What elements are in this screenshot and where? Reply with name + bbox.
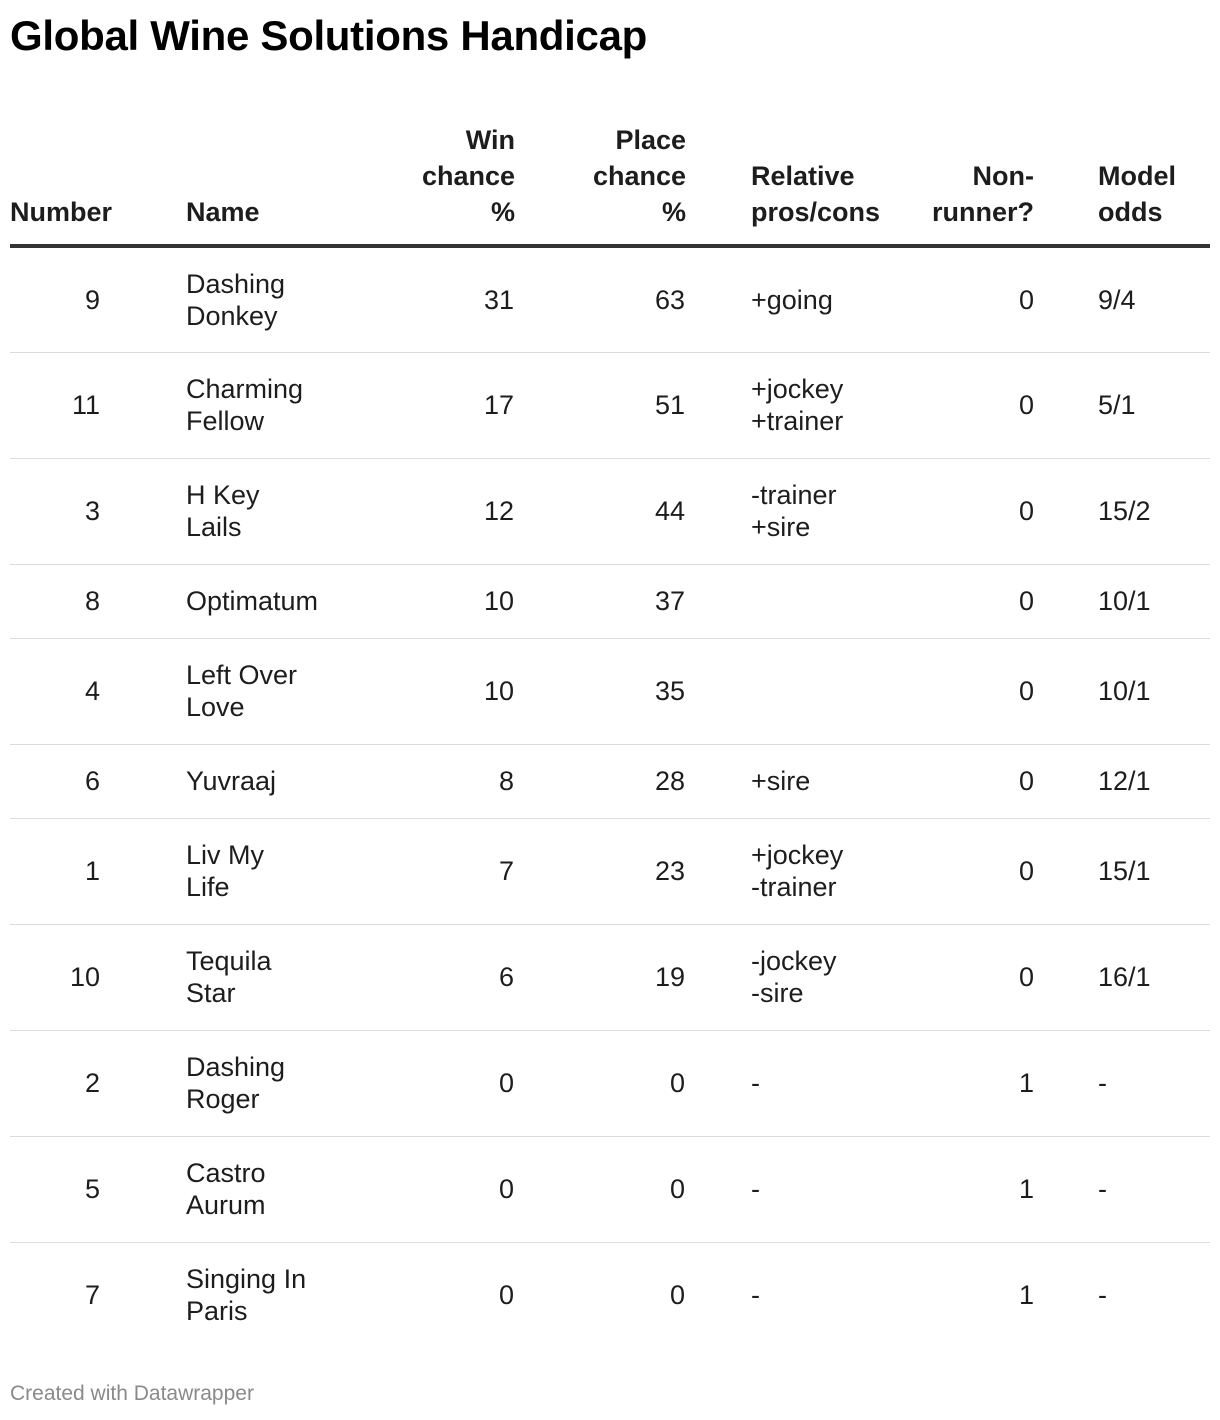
cell-model-odds: - (1058, 1136, 1210, 1242)
cell-non-runner: 1 (872, 1030, 1058, 1136)
cell-model-odds: 10/1 (1058, 564, 1210, 638)
cell-non-runner: 0 (872, 564, 1058, 638)
cell-win-chance: 0 (315, 1136, 515, 1242)
cell-model-odds: 15/2 (1058, 458, 1210, 564)
column-header-model-odds[interactable]: Model odds (1058, 112, 1210, 246)
cell-number: 9 (10, 246, 150, 352)
cell-win-chance: 17 (315, 352, 515, 458)
cell-name: Singing In Paris (186, 1264, 307, 1327)
cell-win-chance: 0 (315, 1030, 515, 1136)
cell-name: Charming Fellow (150, 352, 315, 458)
column-header-place-chance[interactable]: Place chance % (515, 112, 686, 246)
cell-name: Dashing Roger (150, 1030, 315, 1136)
cell-relative: -jockey -sire (686, 924, 872, 1030)
table-body (10, 246, 1210, 1348)
table-row (10, 1136, 1210, 1242)
table-row (10, 744, 1210, 818)
cell-non-runner: 1 (872, 1136, 1058, 1242)
cell-relative: - (686, 1030, 872, 1136)
table-row (10, 352, 1210, 458)
cell-relative: +sire (686, 744, 872, 818)
cell-place-chance: 0 (669, 1280, 685, 1311)
cell-place-chance: 35 (515, 638, 686, 744)
cell-place-chance: 0 (515, 1136, 686, 1242)
column-header-win-chance[interactable]: Win chance % (315, 112, 515, 246)
cell-name: Left Over Love (150, 638, 315, 744)
cell-non-runner: 0 (872, 352, 1058, 458)
cell-relative (686, 638, 872, 744)
cell-win-chance: 7 (315, 818, 515, 924)
cell-number: 10 (10, 924, 150, 1030)
cell-model-odds: 9/4 (1058, 246, 1210, 352)
cell-name: H Key Lails (150, 458, 315, 564)
column-header-name[interactable]: Name (150, 112, 315, 246)
table-row (10, 924, 1210, 1030)
table-row (10, 564, 1210, 638)
column-header-relative[interactable]: Relative pros/cons (686, 112, 872, 246)
cell-place-chance: 44 (515, 458, 686, 564)
table-row (10, 818, 1210, 924)
cell-win-chance: 31 (315, 246, 515, 352)
cell-name: Dashing Donkey (150, 246, 315, 352)
cell-relative (686, 564, 872, 638)
page-title: Global Wine Solutions Handicap (10, 12, 647, 59)
cell-relative: - (686, 1136, 872, 1242)
table-row (10, 1242, 1210, 1348)
cell-place-chance: 28 (515, 744, 686, 818)
cell-win-chance: 12 (315, 458, 515, 564)
cell-non-runner: 0 (872, 458, 1058, 564)
cell-number: 8 (10, 564, 150, 638)
cell-non-runner: 0 (872, 924, 1058, 1030)
cell-win-chance: 6 (315, 924, 515, 1030)
cell-win-chance: 10 (315, 564, 515, 638)
handicap-table (10, 112, 1210, 1348)
cell-number: 2 (10, 1030, 150, 1136)
cell-place-chance: 51 (515, 352, 686, 458)
cell-relative: - (751, 1280, 760, 1311)
table-row (10, 1030, 1210, 1136)
cell-name: Liv My Life (150, 818, 315, 924)
cell-name: Yuvraaj (150, 744, 315, 818)
cell-place-chance: 0 (515, 1030, 686, 1136)
cell-model-odds: 10/1 (1058, 638, 1210, 744)
cell-non-runner: 1 (1018, 1280, 1034, 1311)
cell-relative: -trainer +sire (686, 458, 872, 564)
cell-number: 6 (10, 744, 150, 818)
cell-name: Tequila Star (150, 924, 315, 1030)
header-row (10, 112, 1210, 246)
cell-relative: +going (686, 246, 872, 352)
cell-non-runner: 0 (872, 744, 1058, 818)
cell-model-odds: 16/1 (1058, 924, 1210, 1030)
cell-win-chance: 10 (315, 638, 515, 744)
cell-number: 7 (84, 1280, 100, 1311)
footer-credit: Created with Datawrapper (10, 1382, 254, 1405)
table-row (10, 246, 1210, 352)
cell-relative: +jockey +trainer (686, 352, 872, 458)
cell-win-chance: 8 (315, 744, 515, 818)
cell-non-runner: 0 (872, 818, 1058, 924)
cell-relative: +jockey -trainer (686, 818, 872, 924)
cell-model-odds: 15/1 (1058, 818, 1210, 924)
cell-model-odds: - (1058, 1030, 1210, 1136)
cell-model-odds: 12/1 (1058, 744, 1210, 818)
column-header-non-runner[interactable]: Non- runner? (872, 112, 1058, 246)
cell-number: 11 (10, 352, 150, 458)
cell-number: 4 (10, 638, 150, 744)
cell-place-chance: 19 (515, 924, 686, 1030)
table-row (10, 458, 1210, 564)
cell-model-odds: 5/1 (1058, 352, 1210, 458)
cell-number: 5 (10, 1136, 150, 1242)
table-header (10, 112, 1210, 246)
cell-number: 3 (10, 458, 150, 564)
cell-place-chance: 23 (515, 818, 686, 924)
cell-non-runner: 0 (872, 638, 1058, 744)
cell-win-chance: 0 (498, 1280, 514, 1311)
cell-name: Castro Aurum (150, 1136, 315, 1242)
cell-non-runner: 0 (872, 246, 1058, 352)
table-row (10, 638, 1210, 744)
cell-place-chance: 63 (515, 246, 686, 352)
cell-number: 1 (10, 818, 150, 924)
column-header-number[interactable]: Number (10, 112, 150, 246)
cell-model-odds: - (1098, 1280, 1107, 1311)
cell-name: Optimatum (150, 564, 315, 638)
cell-place-chance: 37 (515, 564, 686, 638)
